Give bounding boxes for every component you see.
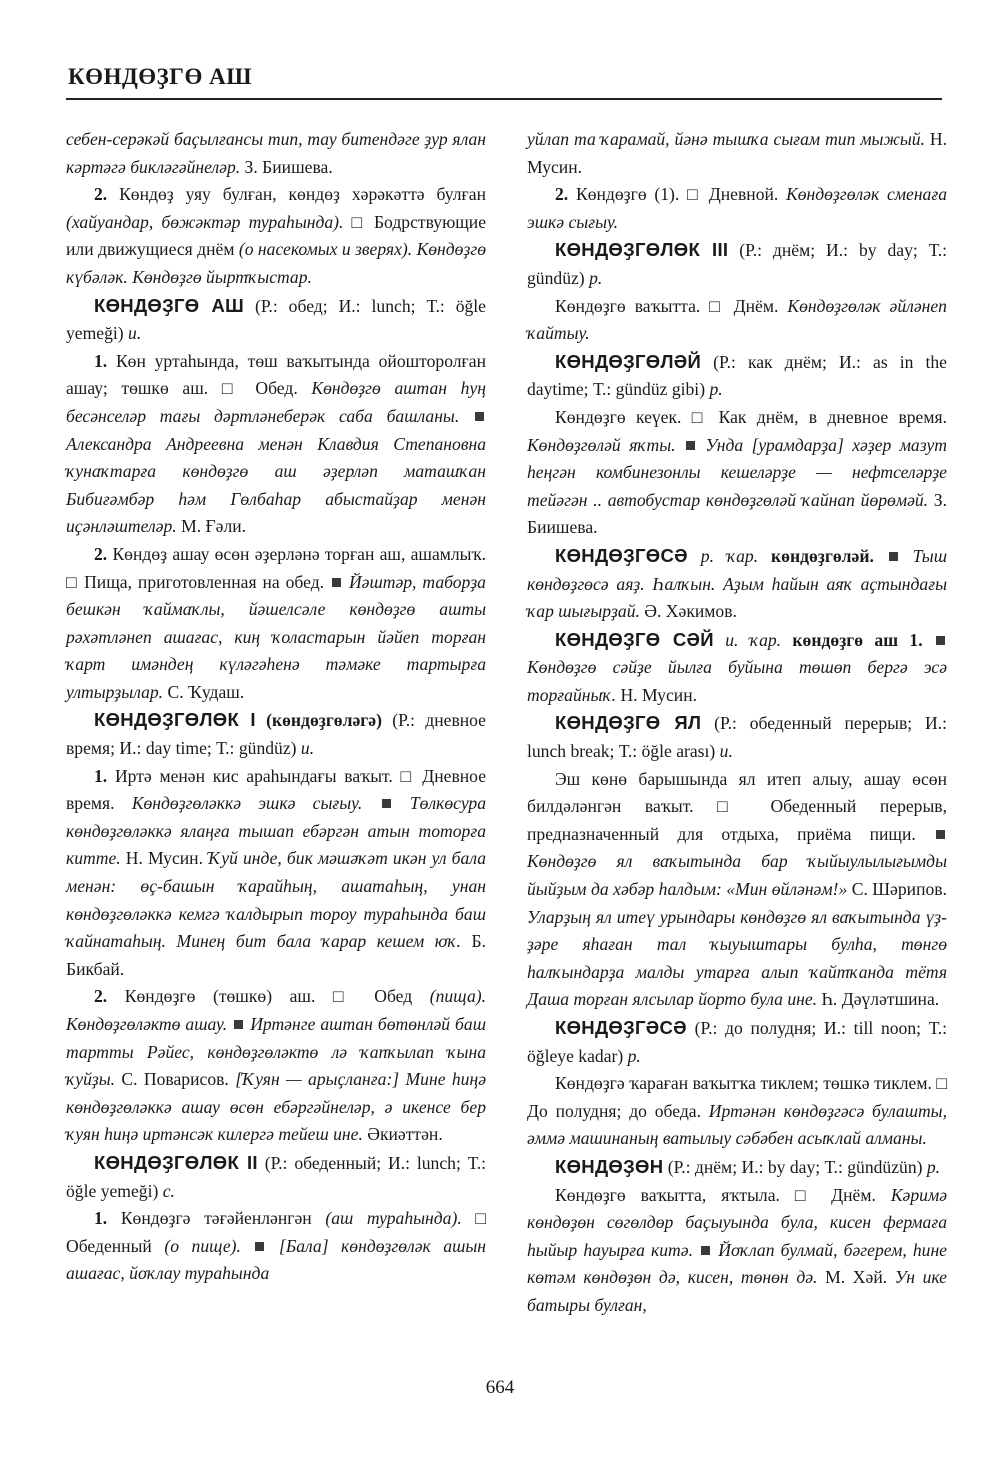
header-rule [66,98,942,100]
headword-entry: КӨНДӨҘӨН (Р.: днём; И.: by day; Т.: gündüzün) р. [555,1155,941,1177]
headword-entry: КӨНДӨҘГӨЛӨК II (Р.: обеденный; И.: lunch; Т.: öğle yemeği) с. [66,1151,486,1201]
left-column [66,126,486,1288]
page-number: 664 [485,1377,515,1398]
right-column [527,126,947,1320]
entry-paragraph: себен-серәкәй баҫылғансы тип, тау битендәге ҙур ялан кәртәгә бикләгәйнеләр. З. Биишева. [66,129,486,177]
entry-paragraph: 1. Көн уртаһында, төш ваҡытында ойошторолған ашау; төшкө аш. □ Обед. Көндөҙгө аштан һуң бесәнселәр тағы дәртләнеберәк саба башланы. Александра Андреевна менән Клавдия Степановна ҡунаҡтарға көндөҙгө аш әҙерләп маташҡан Бибиғәмбәр һәм Гөлбаһар абыстайҙар менән иҫәнләштеләр. М. Ғәли. [66,350,486,537]
entry-paragraph: Көндөҙгө ваҡытта, яҡтыла. □ Днём. Кәримә көндөҙөн сөгөлдөр баҫыуында була, кисен фермаға һыйыр һауырға китә. Йоҡлап булмай, бәгерем, һине көтәм көндөҙөн дә, кисен, төнөн дә. М. Хәй. Ун ике батыры булған, [527,1184,947,1315]
running-head: КӨНДӨҘГӨ АШ [68,64,252,89]
headword-entry: КӨНДӨҘГӘСӘ (Р.: до полудня; И.: till noon; Т.: öğleye kadar) р. [527,1017,947,1066]
entry-paragraph: Көндөҙгө кеүек. □ Как днём, в дневное время. Көндөҙгөләй яҡты. Унда [урамдарҙа] хәҙер мазут һеңгән комбинезонлы кешеләрҙе — нефтселәрҙе тейәгән .. автобустар көндөҙгөләй ҡайнап йөрөмәй. З. Биишева. [527,406,947,538]
headword-entry: КӨНДӨҘГӨСӘ р. ҡар. көндөҙгөләй. Тыш көндөҙгөсә аяҙ. Һалҡын. Аҙым һайын аяҡ аҫтындағы ҡар шығырҙай. Ә. Хәкимов. [527,544,947,622]
entry-paragraph: 1. Көндөҙгә тәғәйенләнгән (аш тураһында). □ Обеденный (о пище). [Бала] көндөҙгөләк ашын ашағас, йоҡлау тураһында [66,1208,486,1284]
headword-entry: КӨНДӨҘГӨЛӨК III (Р.: днём; И.: by day; Т.: gündüz) р. [527,239,947,288]
headword-entry: КӨНДӨҘГӨ СӘЙ и. ҡар. көндөҙгө аш 1. Көндөҙгө сәйҙе йылға буйына төшөп бергә эсә торғайныҡ. Н. Мусин. [527,628,947,705]
entry-paragraph: 2. Көндөҙ ашау өсөн әҙерләнә торған аш, ашамлыҡ. □ Пища, приготовленная на обед. Йәштәр, таборҙа бешкән ҡаймаҡлы, йәшелсәле көндөҙгө ашты рәхәтләнеп ашағас, киң ҡоластарын йәйеп торған ҡарт имәндең күләгәһенә тәмәке тартырға ултырҙылар. С. Ҡудаш. [66,543,486,702]
headword-entry: КӨНДӨҘГӨ ЯЛ (Р.: обеденный перерыв; И.: lunch break; Т.: öğle arası) и. [527,712,947,762]
headword-entry: КӨНДӨҘГӨЛӨК I (көндөҙгөләгә) (Р.: дневное время; И.: day time; Т.: gündüz) и. [66,709,486,759]
entry-paragraph: Көндөҙгә ҡараған ваҡытҡа тиклем; төшкә тиклем. □ До полудня; до обеда. Иртәнән көндөҙгәсә булашты, әммә машинаның ватылыу сәбәбен асыҡлай алманы. [527,1073,947,1149]
entry-paragraph: 2. Көндөҙгө (төшкө) аш. □ Обед (пища). Көндөҙгөләктө ашау. Иртәнге аштан бөтөнләй баш тартты Рәйес, көндөҙгөләктө лә ҡапҡылап ҡына ҡуйҙы. С. Поварисов. [Ҡуян — арыҫланға:] Мине һиңә көндөҙгөләккә ашау өсөн ебәргәйнеләр, ә икенсе бер ҡуян һиңә иртәнсәк килергә тейеш ине. Әкиәттән. [66,986,486,1145]
entry-paragraph: 2. Көндөҙгө (1). □ Дневной. Көндөҙгөләк сменаға эшкә сығыу. [527,184,948,232]
headword-entry: КӨНДӨҘГӨЛӘЙ (Р.: как днём; И.: as in the daytime; Т.: gündüz gibi) р. [527,350,947,400]
entry-paragraph: 2. Көндөҙ уяу булған, көндөҙ хәрәкәттә булған (хайуандар, бөжәктәр тураһында). □ Бодрствующие или движущиеся днём (о насекомых и зверях). Көндөҙгө күбәләк. Көндөҙгө йыртҡыстар. [66,184,487,287]
entry-paragraph: уйлап та ҡарамай, йәнә тышҡа сығам тип мыжый. Н. Мусин. [527,129,947,177]
entry-paragraph: 1. Иртә менән кис араһындағы ваҡыт. □ Дневное время. Көндөҙгөләккә эшкә сығыу. Төлкөсура көндөҙгөләккә ялаңға тышап ебәргән атын тоторға китте. Н. Мусин. Ҡуй инде, бик мәшәҡәт икән ул бала менән: өҫ-башын ҡарайһың, ашатаһың, унан көндөҙгөләккә кемгә ҡалдырып тороу тураһында баш ҡайнатаһың. Минең бит бала ҡарар кешем юҡ. Б. Бикбай. [66,765,486,979]
entry-paragraph: Эш көнө барышында ял итеп алыу, ашау өсөн билдәләнгән ваҡыт. □ Обеденный перерыв, предназначенный для отдыха, приёма пищи. Көндөҙгө ял ваҡытында бар ҡыйыулылығымды йыйҙым да хәбәр һалдым: «Мин өйләнәм!» С. Шәрипов. Уларҙың ял итеү урындары көндөҙгө ял ваҡытында үҙҙәре яһаған тал ҡыуыштары булһа, төнгө һалҡындарҙа малды утарға алып ҡайтҡанда тётя Даша торған ялсылар йорто була ине. Һ. Дәүләтшина. [527,768,947,1010]
headword-entry: КӨНДӨҘГӨ АШ (Р.: обед; И.: lunch; Т.: öğle yemeği) и. [66,294,486,344]
entry-paragraph: Көндөҙгө ваҡытта. □ Днём. Көндөҙгөләк әйләнеп ҡайтыу. [527,295,947,344]
